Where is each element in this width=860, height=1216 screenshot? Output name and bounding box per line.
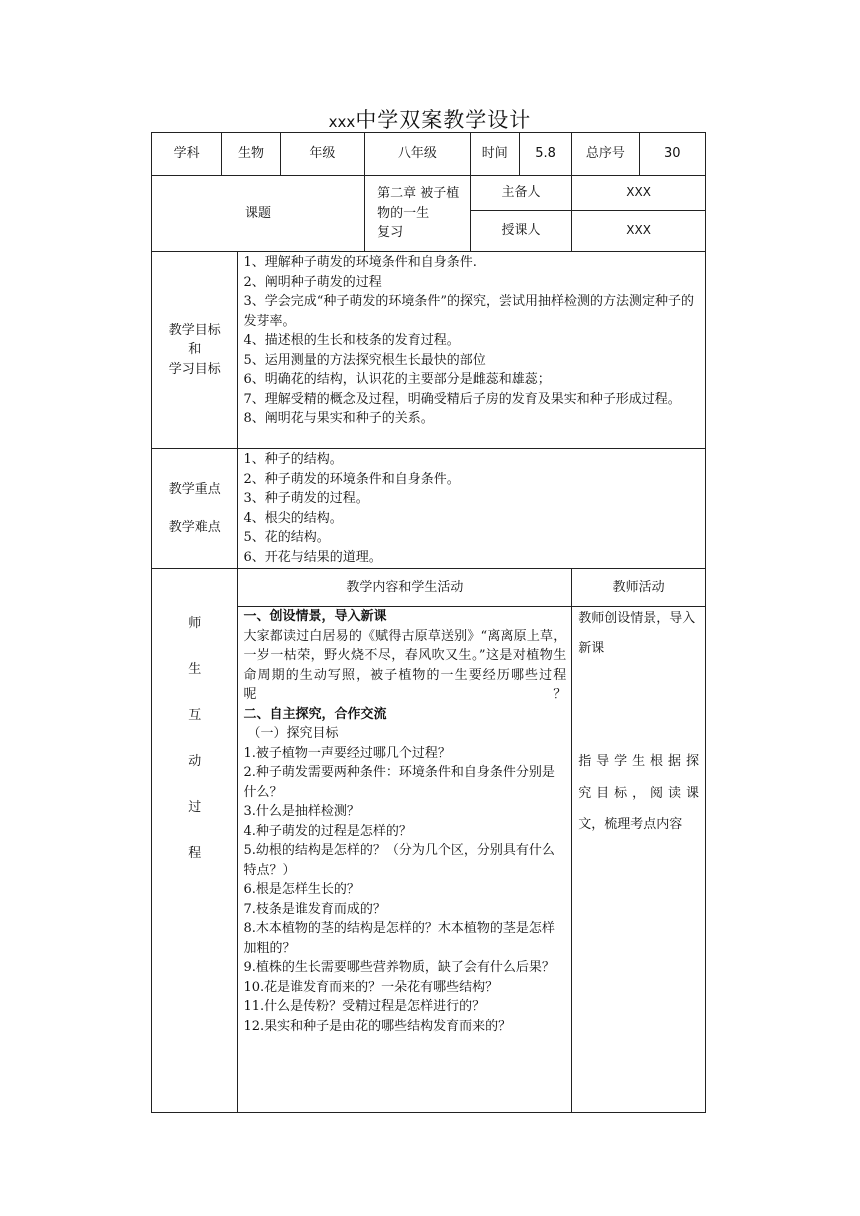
question-item: 10.花是谁发育而来的？一朵花有哪些结构？	[243, 979, 499, 995]
goals-label: 教学目标 和 学习目标	[152, 252, 238, 449]
teacher-activity-body	[572, 607, 706, 1113]
list-item: 2、阐明种子萌发的过程	[243, 274, 382, 290]
key-points-label: 教学重点 教学难点	[152, 449, 238, 569]
teacher-activity-header: 教师活动	[572, 569, 706, 607]
question-item: 2.种子萌发需要两种条件：环境条件和自身条件分别是什么？	[243, 765, 555, 800]
goals-list	[238, 252, 706, 449]
topic-label: 课题	[152, 176, 365, 252]
time-label: 时间	[470, 133, 519, 176]
list-item: 4、根尖的结构。	[243, 510, 343, 526]
list-item: 5、花的结构。	[243, 530, 330, 545]
preparer-value: XXX	[572, 176, 706, 211]
list-item: 7、理解受精的概念及过程，明确受精后子房的发育及果实和种子形成过程。	[243, 391, 681, 407]
list-item: 6、明确花的结构，认识花的主要部分是雌蕊和雄蕊；	[243, 372, 551, 387]
process-label: 师 生 互 动 过 程	[152, 569, 238, 1113]
list-item: 2、种子萌发的环境条件和自身条件。	[243, 471, 460, 487]
question-item: 4.种子萌发的过程是怎样的？	[243, 823, 412, 839]
content-body	[238, 607, 572, 1113]
list-item: 1、理解种子萌发的环境条件和自身条件.	[243, 255, 477, 270]
teacher-label: 授课人	[470, 211, 572, 252]
teacher-activity-intro: 教师创设情景，导入新课	[578, 611, 696, 656]
key-points-list	[238, 449, 706, 569]
question-item: 7.枝条是谁发育而成的？	[243, 901, 386, 917]
grade-value: 八年级	[365, 133, 471, 176]
section-heading: 二、自主探究，合作交流	[243, 706, 387, 722]
intro-paragraph: 大家都读过白居易的《赋得古原草送别》“离离原上草，一岁一枯荣，野火烧不尽，春风吹又生。”这是对植物生命周期的生动写照，被子植物的一生要经历哪些过程呢？	[243, 628, 567, 702]
time-value: 5.8	[519, 133, 571, 176]
list-item: 4、描述根的生长和枝条的发育过程。	[243, 333, 460, 348]
teacher-value: XXX	[572, 211, 706, 252]
question-item: 6.根是怎样生长的？	[243, 882, 360, 897]
subject-value: 生物	[222, 133, 280, 176]
list-item: 1、种子的结构。	[243, 452, 343, 467]
preparer-label: 主备人	[470, 176, 572, 211]
section-heading: 一、创设情景，导入新课	[243, 609, 387, 624]
question-item: 5.幼根的结构是怎样的？（分为几个区，分别具有什么特点？）	[243, 843, 555, 878]
question-item: 8.木本植物的茎的结构是怎样的？木本植物的茎是怎样加粗的？	[243, 921, 555, 956]
page-title: xxx中学双案教学设计	[328, 108, 532, 132]
teacher-activity-guide: 指导学生根据探 究目标，阅读课 文，梳理考点内容	[578, 754, 699, 832]
question-item: 12.果实和种子是由花的哪些结构发育而来的？	[243, 1018, 512, 1034]
question-item: 1.被子植物一声要经过哪几个过程？	[243, 745, 451, 761]
list-item: 8、阐明花与果实和种子的关系。	[243, 411, 434, 426]
content-header: 教学内容和学生活动	[238, 569, 572, 607]
question-item: 9.植株的生长需要哪些营养物质，缺了会有什么后果？	[243, 960, 555, 975]
subject-label: 学科	[152, 133, 222, 176]
question-item: 3.什么是抽样检测？	[243, 804, 360, 819]
list-item: 3、学会完成“种子萌发的环境条件”的探究，尝试用抽样检测的方法测定种子的发芽率。	[243, 294, 695, 329]
list-item: 6、开花与结果的道理。	[243, 549, 382, 565]
question-item: 11.什么是传粉？受精过程是怎样进行的？	[243, 999, 486, 1014]
grade-label: 年级	[280, 133, 364, 176]
serial-label: 总序号	[572, 133, 639, 176]
lesson-plan-table	[151, 132, 706, 1113]
list-item: 5、运用测量的方法探究根生长最快的部位	[243, 352, 486, 368]
topic-value: 第二章 被子植物的一生 复习	[365, 176, 471, 252]
subheading: （一）探究目标	[247, 726, 339, 741]
serial-value: 30	[639, 133, 705, 176]
list-item: 3、种子萌发的过程。	[243, 491, 369, 506]
